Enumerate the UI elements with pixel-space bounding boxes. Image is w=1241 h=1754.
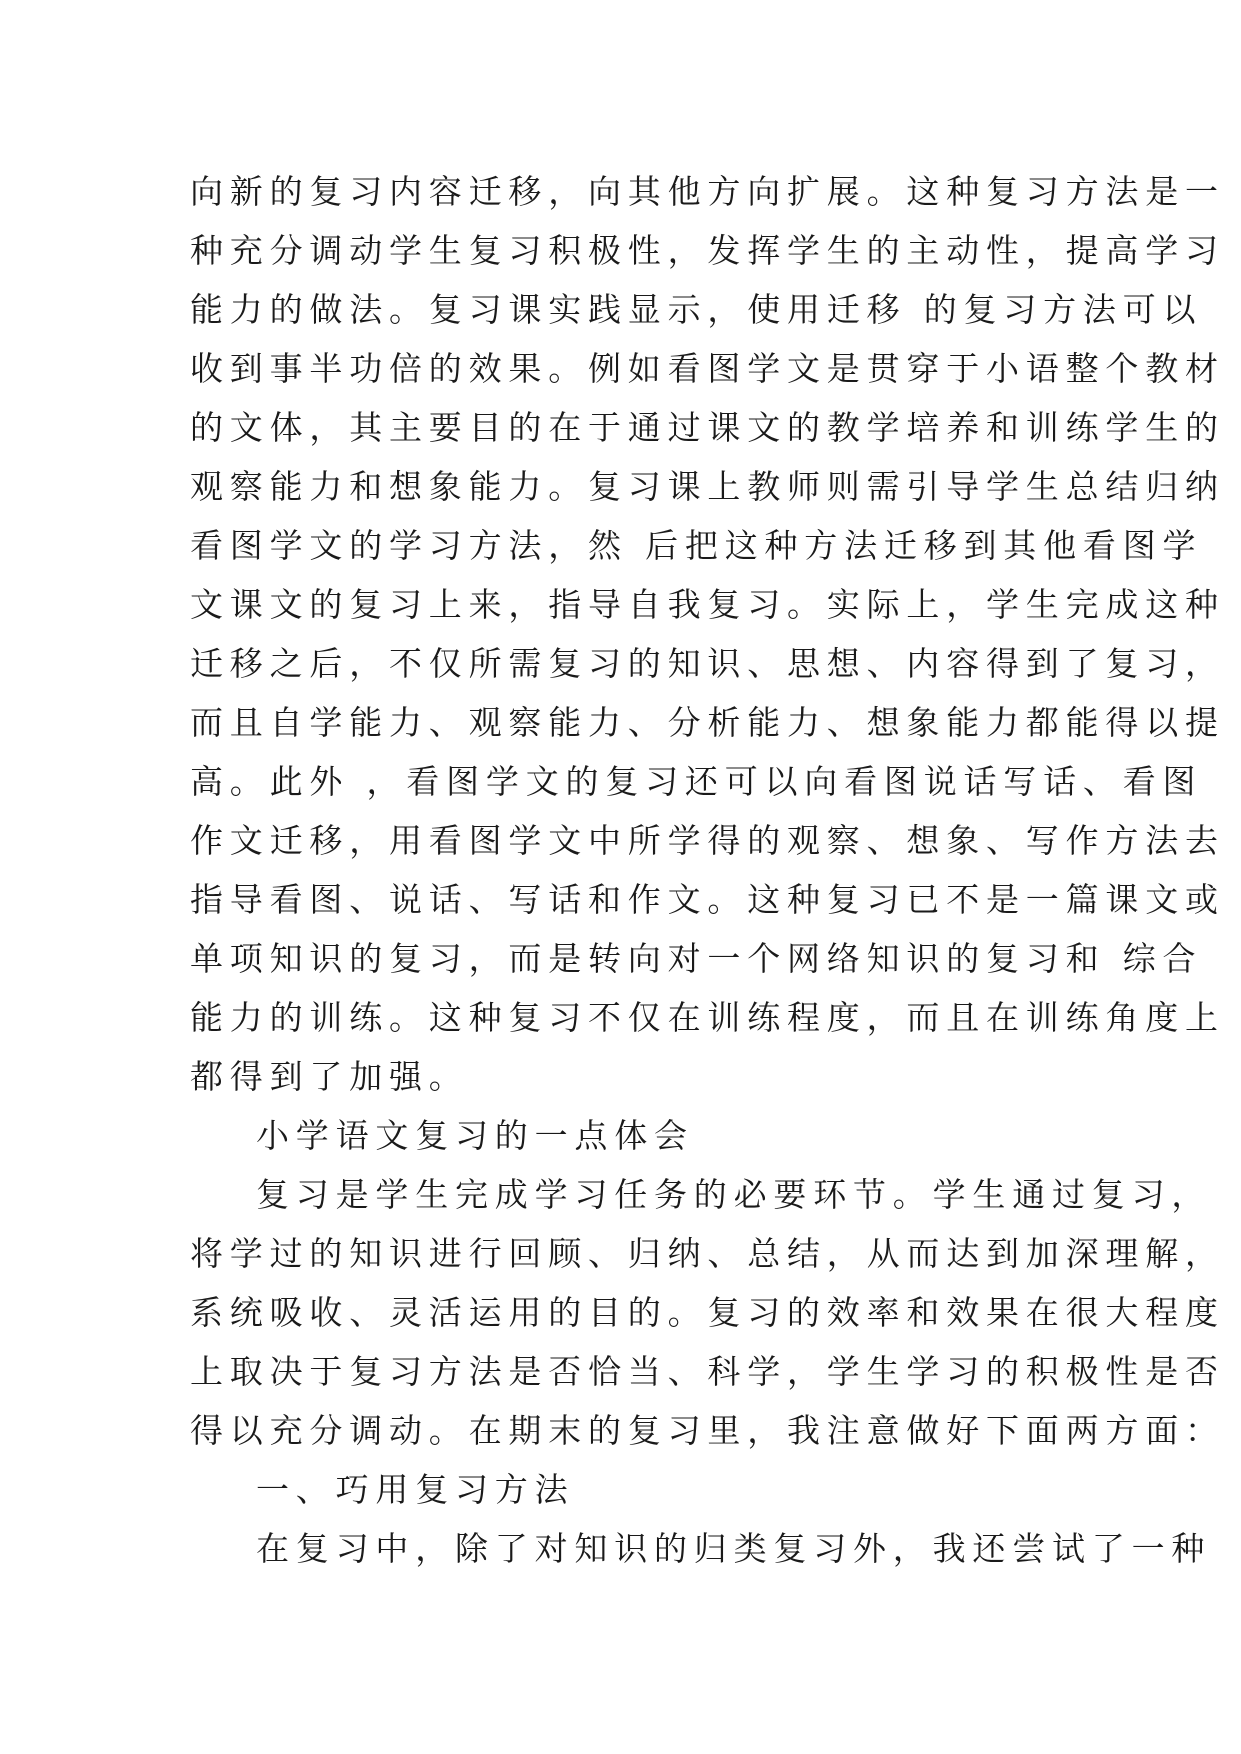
text-line: 都得到了加强。: [190, 1057, 469, 1096]
text-line: 小学语文复习的一点体会: [256, 1116, 694, 1155]
text-line: 观察能力和想象能力。复习课上教师则需引导学生总结归纳: [190, 467, 1225, 506]
document-body: [190, 162, 1225, 1578]
text-line: 复习是学生完成学习任务的必要环节。学生通过复习，: [256, 1175, 1212, 1214]
text-line: 迁移之后，不仅所需复习的知识、思想、内容得到了复习，: [190, 644, 1225, 683]
text-line: 看图学文的学习方法，然 后把这种方法迁移到其他看图学: [190, 526, 1203, 565]
text-line: 向新的复习内容迁移，向其他方向扩展。这种复习方法是一: [190, 172, 1225, 211]
text-line: 指导看图、说话、写话和作文。这种复习已不是一篇课文或: [190, 880, 1225, 919]
text-line: 种充分调动学生复习积极性，发挥学生的主动性，提高学习: [190, 231, 1225, 270]
text-line: 将学过的知识进行回顾、归纳、总结，从而达到加深理解，: [190, 1234, 1225, 1273]
text-line: 得以充分调动。在期末的复习里，我注意做好下面两方面：: [190, 1411, 1225, 1450]
text-line: 一、巧用复习方法: [256, 1470, 575, 1509]
text-line: 能力的训练。这种复习不仅在训练程度，而且在训练角度上: [190, 998, 1225, 1037]
text-line: 上取决于复习方法是否恰当、科学，学生学习的积极性是否: [190, 1352, 1225, 1391]
text-line: 的文体，其主要目的在于通过课文的教学培养和训练学生的: [190, 408, 1225, 447]
text-line: 而且自学能力、观察能力、分析能力、想象能力都能得以提: [190, 703, 1225, 742]
text-line: 作文迁移，用看图学文中所学得的观察、想象、写作方法去: [190, 821, 1225, 860]
text-line: 系统吸收、灵活运用的目的。复习的效率和效果在很大程度: [190, 1293, 1225, 1332]
text-line: 收到事半功倍的效果。例如看图学文是贯穿于小语整个教材: [190, 349, 1225, 388]
text-line: 在复习中，除了对知识的归类复习外，我还尝试了一种: [256, 1529, 1212, 1568]
text-line: 单项知识的复习，而是转向对一个网络知识的复习和 综合: [190, 939, 1203, 978]
text-line: 能力的做法。复习课实践显示，使用迁移 的复习方法可以: [190, 290, 1203, 329]
text-line: 高。此外 ，看图学文的复习还可以向看图说话写话、看图: [190, 762, 1203, 801]
text-line: 文课文的复习上来，指导自我复习。实际上，学生完成这种: [190, 585, 1225, 624]
